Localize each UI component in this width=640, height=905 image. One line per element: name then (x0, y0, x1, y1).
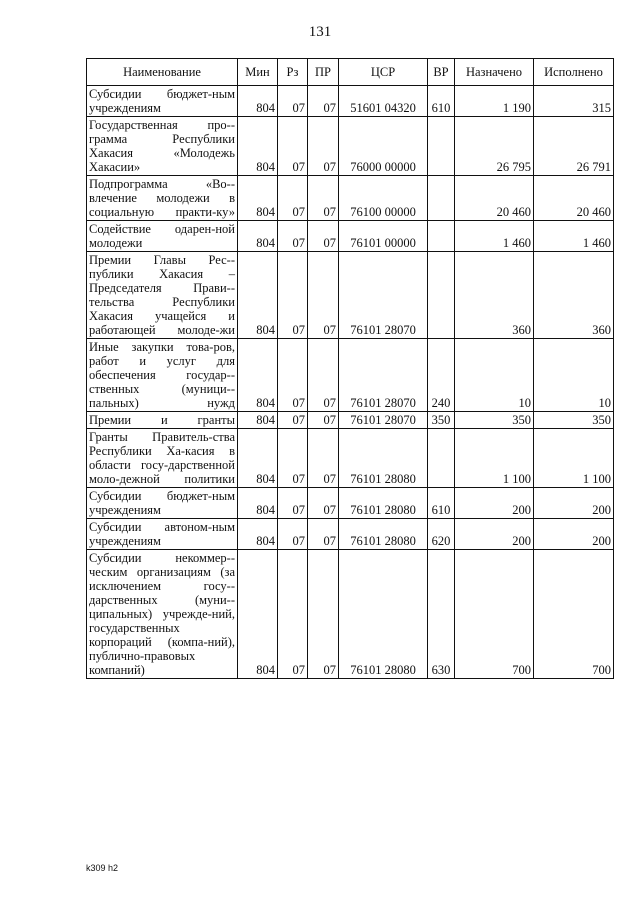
cell-executed: 200 (534, 488, 614, 519)
header-rz: Рз (278, 59, 308, 86)
cell-assigned: 360 (455, 252, 534, 339)
cell-csr: 76101 28080 (339, 519, 428, 550)
cell-assigned: 10 (455, 339, 534, 412)
cell-csr: 76100 00000 (339, 176, 428, 221)
cell-executed: 350 (534, 412, 614, 429)
table-row (87, 221, 614, 252)
cell-name: Субсидии автоном-ным учреждениям (87, 519, 238, 550)
cell-pr: 07 (308, 117, 339, 176)
cell-assigned: 200 (455, 488, 534, 519)
table-row (87, 339, 614, 412)
header-pr: ПР (308, 59, 339, 86)
cell-rz: 07 (278, 221, 308, 252)
table-row (87, 86, 614, 117)
cell-rz: 07 (278, 339, 308, 412)
cell-rz: 07 (278, 550, 308, 679)
header-vr: ВР (428, 59, 455, 86)
cell-min: 804 (238, 252, 278, 339)
cell-vr: 350 (428, 412, 455, 429)
cell-pr: 07 (308, 488, 339, 519)
cell-name: Иные закупки това-ров, работ и услуг для обеспечения государ-ственных (муници-пальных) нужд (87, 339, 238, 412)
cell-vr (428, 117, 455, 176)
cell-pr: 07 (308, 176, 339, 221)
cell-csr: 76101 28080 (339, 429, 428, 488)
cell-min: 804 (238, 550, 278, 679)
cell-name: Субсидии некоммер-ческим организациям (за исключением госу-дарственных (муни-ципальных) учрежде-ний, государственных корпораций (компа-ний), публично-правовых компаний) (87, 550, 238, 679)
cell-min: 804 (238, 176, 278, 221)
cell-rz: 07 (278, 117, 308, 176)
cell-pr: 07 (308, 412, 339, 429)
cell-min: 804 (238, 339, 278, 412)
table-body (87, 86, 614, 679)
cell-vr (428, 429, 455, 488)
footer-code: k309 h2 (86, 863, 119, 873)
cell-name: Премии Главы Рес-публики Хакасия – Председателя Прави-тельства Республики Хакасия учащейся и работающей молоде-жи (87, 252, 238, 339)
cell-assigned: 20 460 (455, 176, 534, 221)
cell-csr: 76000 00000 (339, 117, 428, 176)
cell-executed: 26 791 (534, 117, 614, 176)
cell-assigned: 700 (455, 550, 534, 679)
cell-vr (428, 176, 455, 221)
cell-csr: 76101 00000 (339, 221, 428, 252)
cell-executed: 10 (534, 339, 614, 412)
cell-name: Гранты Правитель-ства Республики Ха-касия в области госу-дарственной моло-дежной политики (87, 429, 238, 488)
cell-assigned: 1 190 (455, 86, 534, 117)
cell-csr: 76101 28080 (339, 550, 428, 679)
cell-name: Государственная про-грамма Республики Хакасия «Молодежь Хакасии» (87, 117, 238, 176)
cell-assigned: 350 (455, 412, 534, 429)
table-row (87, 429, 614, 488)
cell-pr: 07 (308, 86, 339, 117)
cell-csr: 76101 28070 (339, 412, 428, 429)
cell-rz: 07 (278, 86, 308, 117)
cell-pr: 07 (308, 519, 339, 550)
cell-min: 804 (238, 488, 278, 519)
table-row (87, 519, 614, 550)
table-row (87, 117, 614, 176)
cell-pr: 07 (308, 339, 339, 412)
cell-rz: 07 (278, 519, 308, 550)
cell-vr (428, 252, 455, 339)
budget-table (86, 58, 614, 679)
cell-executed: 700 (534, 550, 614, 679)
table-row (87, 488, 614, 519)
cell-rz: 07 (278, 429, 308, 488)
table-row (87, 252, 614, 339)
cell-vr: 610 (428, 488, 455, 519)
page-number: 131 (308, 24, 332, 40)
cell-executed: 360 (534, 252, 614, 339)
table-row (87, 412, 614, 429)
cell-name: Премии и гранты (87, 412, 238, 429)
cell-min: 804 (238, 221, 278, 252)
header-name: Наименование (87, 59, 238, 86)
cell-assigned: 1 460 (455, 221, 534, 252)
cell-min: 804 (238, 429, 278, 488)
cell-name: Содействие одарен-ной молодежи (87, 221, 238, 252)
cell-min: 804 (238, 117, 278, 176)
cell-csr: 76101 28070 (339, 339, 428, 412)
header-row (87, 59, 614, 86)
cell-name: Субсидии бюджет-ным учреждениям (87, 86, 238, 117)
cell-rz: 07 (278, 176, 308, 221)
cell-min: 804 (238, 86, 278, 117)
cell-csr: 76101 28080 (339, 488, 428, 519)
cell-executed: 200 (534, 519, 614, 550)
cell-name: Субсидии бюджет-ным учреждениям (87, 488, 238, 519)
cell-assigned: 200 (455, 519, 534, 550)
cell-assigned: 26 795 (455, 117, 534, 176)
cell-rz: 07 (278, 412, 308, 429)
cell-csr: 51601 04320 (339, 86, 428, 117)
header-executed: Исполнено (534, 59, 614, 86)
cell-pr: 07 (308, 252, 339, 339)
cell-pr: 07 (308, 429, 339, 488)
header-csr: ЦСР (339, 59, 428, 86)
cell-assigned: 1 100 (455, 429, 534, 488)
cell-pr: 07 (308, 221, 339, 252)
table-row (87, 176, 614, 221)
cell-executed: 315 (534, 86, 614, 117)
table-header (87, 59, 614, 86)
header-min: Мин (238, 59, 278, 86)
cell-min: 804 (238, 412, 278, 429)
cell-vr: 630 (428, 550, 455, 679)
cell-vr: 240 (428, 339, 455, 412)
cell-executed: 1 460 (534, 221, 614, 252)
cell-vr: 620 (428, 519, 455, 550)
cell-rz: 07 (278, 252, 308, 339)
cell-csr: 76101 28070 (339, 252, 428, 339)
cell-name: Подпрограмма «Во-влечение молодежи в социальную практи-ку» (87, 176, 238, 221)
cell-vr: 610 (428, 86, 455, 117)
cell-min: 804 (238, 519, 278, 550)
cell-executed: 1 100 (534, 429, 614, 488)
cell-vr (428, 221, 455, 252)
cell-pr: 07 (308, 550, 339, 679)
table-row (87, 550, 614, 679)
cell-rz: 07 (278, 488, 308, 519)
cell-executed: 20 460 (534, 176, 614, 221)
header-assigned: Назначено (455, 59, 534, 86)
